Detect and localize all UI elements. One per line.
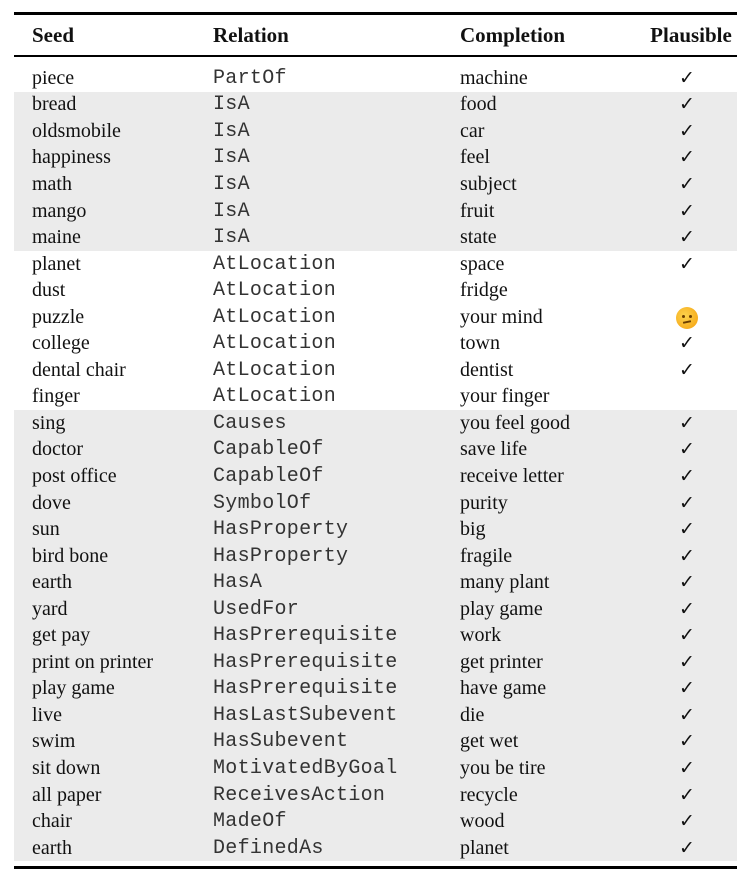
table-row [14, 92, 737, 119]
checkmark-icon: ✓ [679, 438, 695, 461]
cell-relation: AtLocation [213, 305, 337, 329]
cell-relation: HasA [213, 571, 263, 595]
cell-plausible [637, 332, 737, 355]
table-row [14, 676, 737, 703]
cell-plausible [637, 146, 737, 169]
cell-completion: you be tire [460, 756, 546, 779]
cell-relation: AtLocation [213, 279, 337, 303]
cell-relation: AtLocation [213, 332, 337, 356]
cell-seed: play game [32, 677, 115, 700]
cell-relation: IsA [213, 146, 250, 170]
table-row [14, 729, 737, 756]
cell-seed: happiness [32, 146, 111, 169]
cell-completion: machine [460, 66, 528, 89]
table-row [14, 198, 737, 225]
table-row [14, 755, 737, 782]
checkmark-icon: ✓ [679, 119, 695, 142]
cell-plausible [637, 173, 737, 196]
cell-plausible [637, 651, 737, 674]
checkmark-icon: ✓ [679, 93, 695, 116]
cell-completion: get wet [460, 730, 519, 753]
cell-completion: wood [460, 810, 505, 833]
cell-plausible [637, 465, 737, 488]
bottom-rule [14, 866, 737, 869]
cell-relation: AtLocation [213, 385, 337, 409]
cell-completion: state [460, 226, 497, 249]
cell-seed: maine [32, 226, 81, 249]
table-row [14, 649, 737, 676]
checkmark-icon: ✓ [679, 544, 695, 567]
cell-seed: oldsmobile [32, 119, 121, 142]
cell-seed: live [32, 703, 62, 726]
cell-relation: AtLocation [213, 252, 337, 276]
cell-plausible [637, 438, 737, 461]
table-row [14, 251, 737, 278]
cell-seed: bird bone [32, 544, 109, 567]
cell-relation: PartOf [213, 66, 287, 90]
cell-plausible [637, 200, 737, 223]
cell-seed: all paper [32, 783, 102, 806]
table-row [14, 145, 737, 172]
cell-relation: SymbolOf [213, 491, 312, 515]
checkmark-icon: ✓ [679, 252, 695, 275]
table-row [14, 702, 737, 729]
cell-plausible [637, 677, 737, 700]
table-row [14, 65, 737, 92]
cell-relation: IsA [213, 226, 250, 250]
cell-completion: your mind [460, 305, 543, 328]
cell-plausible [637, 359, 737, 382]
cell-plausible [637, 226, 737, 249]
table-row [14, 357, 737, 384]
cell-completion: play game [460, 597, 543, 620]
header-relation: Relation [213, 22, 289, 47]
checkmark-icon: ✓ [679, 730, 695, 753]
checkmark-icon: ✓ [679, 332, 695, 355]
table-row [14, 596, 737, 623]
cell-relation: IsA [213, 199, 250, 223]
cell-seed: dove [32, 491, 71, 514]
cell-plausible [637, 598, 737, 621]
cell-seed: dust [32, 279, 66, 302]
header-completion: Completion [460, 22, 565, 47]
cell-completion: space [460, 252, 505, 275]
cell-relation: UsedFor [213, 597, 300, 621]
table-row [14, 410, 737, 437]
cell-completion: get printer [460, 650, 543, 673]
cell-seed: planet [32, 252, 81, 275]
cell-seed: earth [32, 571, 72, 594]
cell-relation: IsA [213, 119, 250, 143]
table-row [14, 304, 737, 331]
cell-seed: sing [32, 411, 66, 434]
cell-relation: IsA [213, 172, 250, 196]
cell-plausible [637, 93, 737, 116]
cell-relation: HasProperty [213, 518, 349, 542]
cell-completion: many plant [460, 571, 550, 594]
checkmark-icon: ✓ [679, 703, 695, 726]
table-row [14, 437, 737, 464]
cell-plausible [637, 412, 737, 435]
cell-relation: HasSubevent [213, 730, 349, 754]
cell-relation: MotivatedByGoal [213, 756, 398, 780]
checkmark-icon: ✓ [679, 677, 695, 700]
cell-seed: sit down [32, 756, 101, 779]
table-row [14, 171, 737, 198]
checkmark-icon: ✓ [679, 810, 695, 833]
table-body [14, 65, 737, 861]
cell-seed: sun [32, 518, 60, 541]
cell-relation: AtLocation [213, 358, 337, 382]
cell-relation: HasProperty [213, 544, 349, 568]
cell-completion: recycle [460, 783, 518, 806]
checkmark-icon: ✓ [679, 199, 695, 222]
header-row [14, 15, 737, 55]
checkmark-icon: ✓ [679, 518, 695, 541]
thinking-face-icon [676, 307, 698, 329]
table-row [14, 516, 737, 543]
cell-seed: mango [32, 199, 87, 222]
table-row [14, 622, 737, 649]
table-row [14, 569, 737, 596]
cell-seed: dental chair [32, 358, 126, 381]
cell-seed: finger [32, 385, 80, 408]
cell-relation: IsA [213, 93, 250, 117]
checkmark-icon: ✓ [679, 571, 695, 594]
cell-seed: piece [32, 66, 75, 89]
cell-seed: earth [32, 836, 72, 859]
cell-completion: fridge [460, 279, 508, 302]
cell-completion: subject [460, 172, 517, 195]
checkmark-icon: ✓ [679, 464, 695, 487]
cell-completion: food [460, 93, 497, 116]
results-table [14, 12, 737, 869]
cell-completion: purity [460, 491, 508, 514]
cell-completion: town [460, 332, 500, 355]
cell-relation: HasLastSubevent [213, 703, 398, 727]
cell-seed: chair [32, 810, 72, 833]
checkmark-icon: ✓ [679, 836, 695, 859]
table-row [14, 782, 737, 809]
checkmark-icon: ✓ [679, 146, 695, 169]
checkmark-icon: ✓ [679, 491, 695, 514]
table-row [14, 463, 737, 490]
cell-seed: print on printer [32, 650, 154, 673]
table-row [14, 277, 737, 304]
checkmark-icon: ✓ [679, 66, 695, 89]
cell-plausible [637, 810, 737, 833]
cell-completion: big [460, 518, 486, 541]
table-row [14, 808, 737, 835]
cell-seed: bread [32, 93, 77, 116]
cell-relation: CapableOf [213, 438, 324, 462]
cell-plausible [637, 757, 737, 780]
cell-completion: fruit [460, 199, 495, 222]
checkmark-icon: ✓ [679, 756, 695, 779]
cell-completion: receive letter [460, 464, 564, 487]
cell-seed: puzzle [32, 305, 85, 328]
cell-relation: Causes [213, 411, 287, 435]
cell-relation: HasPrerequisite [213, 650, 398, 674]
cell-relation: DefinedAs [213, 836, 324, 860]
table-row [14, 330, 737, 357]
header-rule [14, 55, 737, 57]
cell-completion: dentist [460, 358, 514, 381]
cell-seed: doctor [32, 438, 84, 461]
cell-completion: work [460, 624, 502, 647]
cell-seed: college [32, 332, 90, 355]
checkmark-icon: ✓ [679, 624, 695, 647]
table-row [14, 384, 737, 411]
cell-completion: you feel good [460, 411, 570, 434]
header-seed: Seed [32, 22, 74, 47]
checkmark-icon: ✓ [679, 650, 695, 673]
cell-seed: math [32, 172, 72, 195]
checkmark-icon: ✓ [679, 783, 695, 806]
cell-completion: have game [460, 677, 547, 700]
cell-completion: fragile [460, 544, 513, 567]
cell-seed: post office [32, 464, 117, 487]
header-plausible: Plausible [650, 22, 732, 47]
checkmark-icon: ✓ [679, 411, 695, 434]
checkmark-icon: ✓ [679, 226, 695, 249]
cell-completion: feel [460, 146, 490, 169]
cell-plausible [637, 253, 737, 276]
cell-plausible [637, 492, 737, 515]
table-row [14, 490, 737, 517]
cell-completion: save life [460, 438, 528, 461]
table-row [14, 835, 737, 862]
table-row [14, 543, 737, 570]
cell-seed: yard [32, 597, 68, 620]
checkmark-icon: ✓ [679, 597, 695, 620]
cell-seed: swim [32, 730, 76, 753]
cell-plausible [637, 571, 737, 594]
cell-plausible [637, 120, 737, 143]
cell-relation: CapableOf [213, 464, 324, 488]
cell-relation: HasPrerequisite [213, 624, 398, 648]
cell-plausible [637, 518, 737, 541]
cell-completion: die [460, 703, 485, 726]
cell-relation: ReceivesAction [213, 783, 386, 807]
checkmark-icon: ✓ [679, 172, 695, 195]
checkmark-icon: ✓ [679, 358, 695, 381]
cell-plausible [637, 624, 737, 647]
cell-plausible [637, 67, 737, 90]
cell-relation: HasPrerequisite [213, 677, 398, 701]
cell-seed: get pay [32, 624, 91, 647]
cell-plausible [637, 305, 737, 328]
cell-plausible [637, 704, 737, 727]
cell-plausible [637, 730, 737, 753]
cell-plausible [637, 545, 737, 568]
table-row [14, 224, 737, 251]
cell-plausible [637, 784, 737, 807]
cell-completion: car [460, 119, 485, 142]
table-row [14, 118, 737, 145]
cell-plausible [637, 837, 737, 860]
cell-completion: planet [460, 836, 509, 859]
cell-completion: your finger [460, 385, 550, 408]
cell-relation: MadeOf [213, 810, 287, 834]
